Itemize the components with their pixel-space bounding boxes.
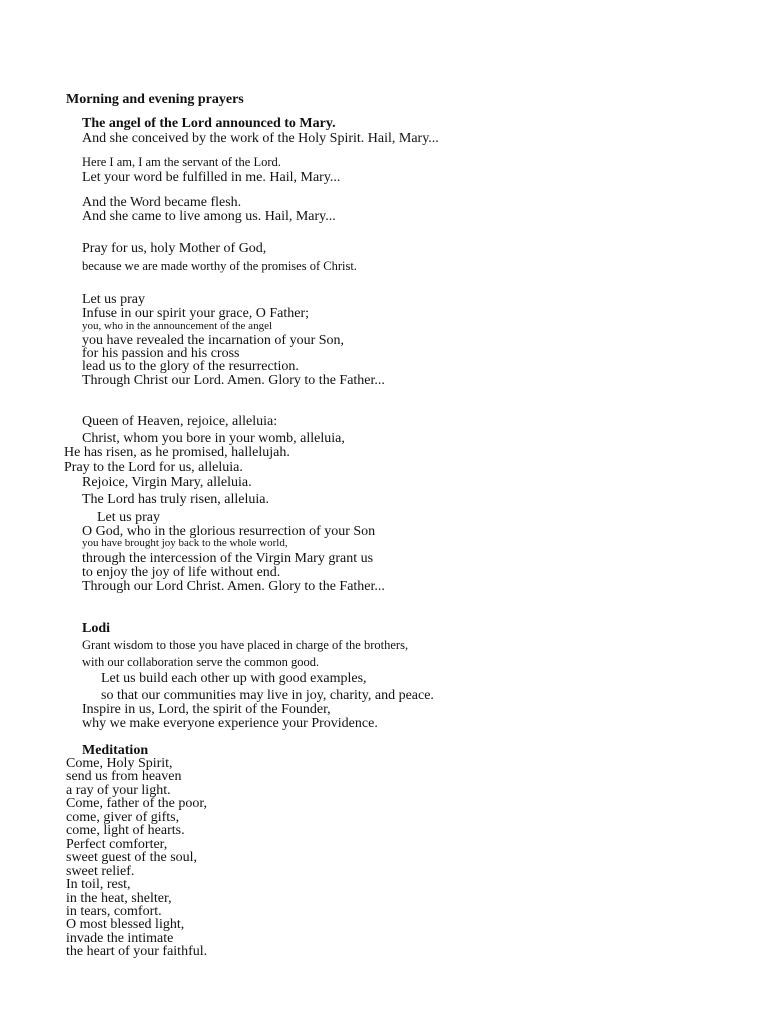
lodi-title: Lodi [82, 621, 111, 636]
prayer-line: Inspire in us, Lord, the spirit of the Founder, [82, 702, 331, 717]
prayer-line: Grant wisdom to those you have placed in charge of the brothers, [82, 638, 409, 652]
prayer-line: come, giver of gifts, [66, 810, 180, 825]
prayer-line: Through Christ our Lord. Amen. Glory to the Father... [82, 373, 385, 388]
prayer-line: Let us pray [97, 510, 160, 525]
prayer-line: Pray for us, holy Mother of God, [82, 241, 267, 256]
prayer-line: why we make everyone experience your Providence. [82, 716, 378, 731]
prayer-line: Let your word be fulfilled in me. Hail, Mary... [82, 170, 341, 185]
prayer-line: Rejoice, Virgin Mary, alleluia. [82, 475, 252, 490]
prayer-line: Come, Holy Spirit, [66, 756, 173, 771]
prayer-line: you have revealed the incarnation of your Son, [82, 333, 345, 348]
prayer-line: in the heat, shelter, [66, 891, 172, 906]
prayer-line: for his passion and his cross [82, 346, 240, 361]
prayer-line: come, light of hearts. [66, 823, 185, 838]
prayer-line: because we are made worthy of the promises of Christ. [82, 259, 357, 273]
prayer-line: O most blessed light, [66, 917, 185, 932]
prayer-line: send us from heaven [66, 769, 182, 784]
prayer-line: The Lord has truly risen, alleluia. [82, 492, 269, 507]
prayer-line: you have brought joy back to the whole world, [82, 537, 288, 549]
prayer-line: to enjoy the joy of life without end. [82, 565, 281, 580]
prayer-line: lead us to the glory of the resurrection. [82, 359, 299, 374]
prayer-line: with our collaboration serve the common good. [82, 655, 320, 669]
prayer-line: And she conceived by the work of the Holy Spirit. Hail, Mary... [82, 131, 439, 146]
prayer-line: Perfect comforter, [66, 837, 168, 852]
prayer-line: Christ, whom you bore in your womb, alleluia, [82, 431, 345, 446]
prayer-line: Let us pray [82, 292, 145, 307]
prayer-line: sweet guest of the soul, [66, 850, 198, 865]
prayer-line: in tears, comfort. [66, 904, 162, 919]
prayer-line: sweet relief. [66, 864, 135, 879]
prayer-line: you, who in the announcement of the angel [82, 320, 273, 332]
prayer-line: a ray of your light. [66, 783, 171, 798]
prayer-line: Queen of Heaven, rejoice, alleluia: [82, 414, 278, 429]
prayer-line: In toil, rest, [66, 877, 131, 892]
prayer-line: through the intercession of the Virgin Mary grant us [82, 551, 374, 566]
prayer-line: so that our communities may live in joy, charity, and peace. [101, 688, 434, 703]
prayer-line: Here I am, I am the servant of the Lord. [82, 155, 281, 169]
prayer-line: O God, who in the glorious resurrection of your Son [82, 524, 376, 539]
prayer-line: Pray to the Lord for us, alleluia. [64, 460, 243, 475]
prayer-line: Infuse in our spirit your grace, O Father; [82, 306, 310, 321]
meditation-title: Meditation [82, 743, 149, 758]
prayer-line: And the Word became flesh. [82, 195, 242, 210]
angelus-title: The angel of the Lord announced to Mary. [82, 116, 336, 131]
prayer-line: invade the intimate [66, 931, 174, 946]
prayer-line: Through our Lord Christ. Amen. Glory to the Father... [82, 579, 385, 594]
prayer-line: And she came to live among us. Hail, Mary... [82, 209, 336, 224]
page-title: Morning and evening prayers [66, 92, 244, 107]
prayer-line: He has risen, as he promised, hallelujah. [64, 445, 290, 460]
prayer-line: Let us build each other up with good examples, [101, 671, 367, 686]
prayer-line: Come, father of the poor, [66, 796, 207, 811]
prayer-line: the heart of your faithful. [66, 944, 208, 959]
